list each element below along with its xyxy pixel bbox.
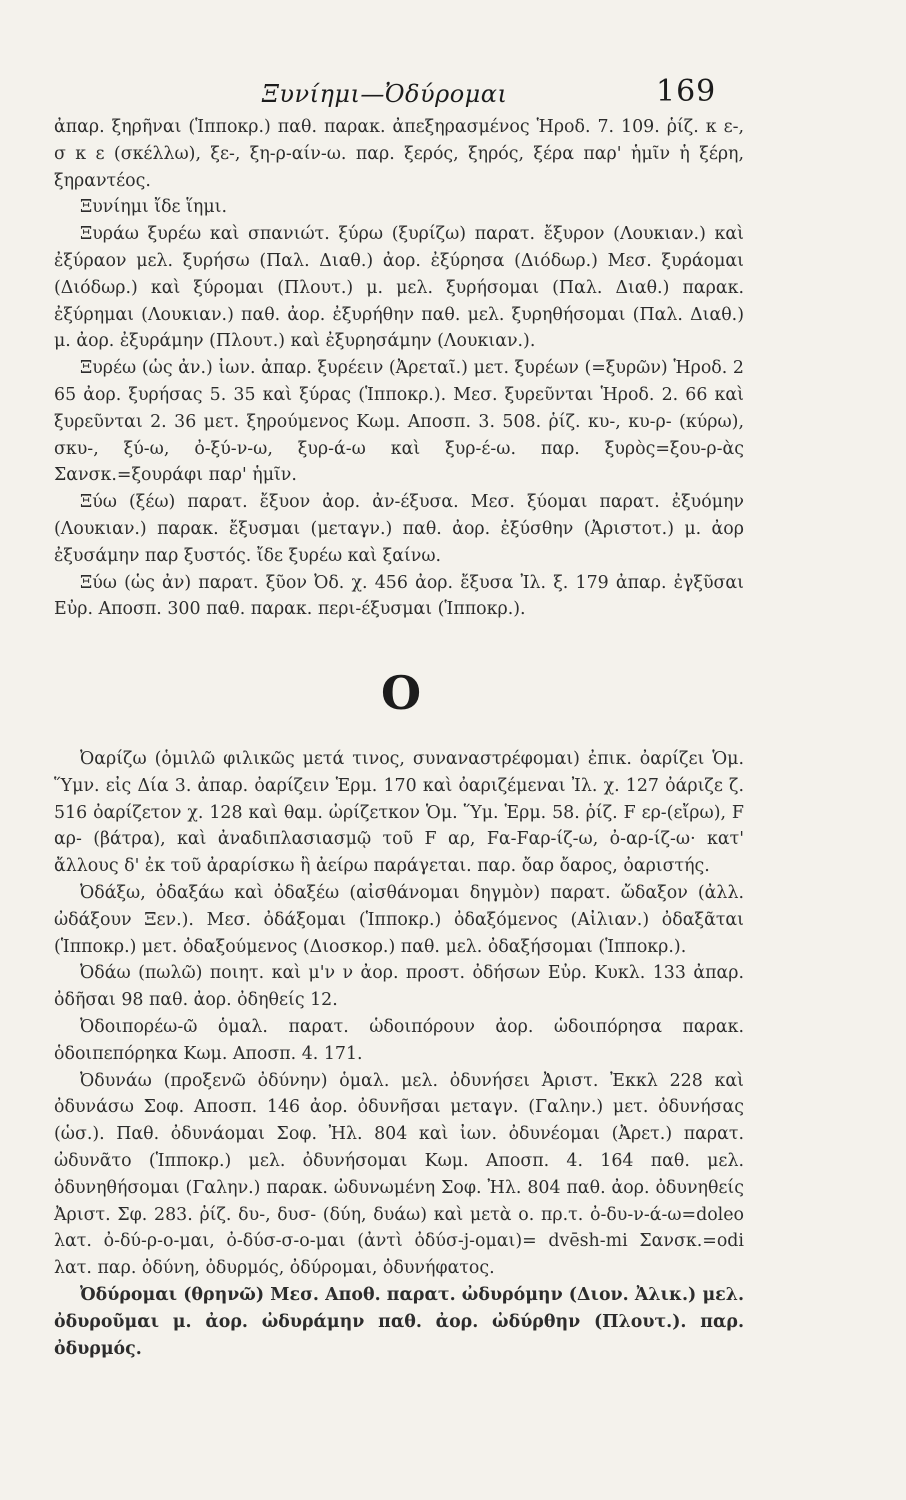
entry-odao: Ὀδάω (πωλῶ) ποιητ. καὶ μ'ν ν ἀορ. προστ. ὀδήσων Εὐρ. Κυκλ. 133 ἀπαρ. ὀδῆσαι 98 παθ. ἀορ. ὀδηθείς 12. <box>54 963 744 1011</box>
entries-omicron-section <box>54 746 744 1362</box>
entry-xyniemi: Ξυνίημι ἴδε ἵημι. <box>80 197 227 218</box>
entries-xi-section <box>54 114 744 623</box>
entry-continuation: ἀπαρ. ξηρῆναι (Ἱπποκρ.) παθ. παρακ. ἀπεξηρασμένος Ἡροδ. 7. 109. ῥίζ. κ ε-, σ κ ε (σκέλλω), ξε-, ξη-ρ-αίν-ω. παρ. ξερός, ξηρός, ξέρα παρ' ἡμῖν ἡ ξέρη, ξηραντέος. <box>54 117 744 191</box>
entry-xyo-2: Ξύω (ὡς ἀν) παρατ. ξῦον Ὀδ. χ. 456 ἀορ. ἔξυσα Ἰλ. ξ. 179 ἀπαρ. ἐγξῦσαι Εὐρ. Αποσπ. 300 παθ. παρακ. περι-έξυσμαι (Ἱπποκρ.). <box>54 572 744 620</box>
entry-xyrao: Ξυράω ξυρέω καὶ σπανιώτ. ξύρω (ξυρίζω) παρατ. ἔξυρον (Λουκιαν.) καὶ ἐξύραον μελ. ξυρήσω (Παλ. Διαθ.) ἀορ. ἐξύρησα (Διόδωρ.) Μεσ. ξυράομαι (Διόδωρ.) καὶ ξύρομαι (Πλουτ.) μ. μελ. ξυρήσομαι (Παλ. Διαθ.) παρακ. ἐξύρημαι (Λουκιαν.) παθ. ἀορ. ἐξυρήθην παθ. μελ. ξυρηθήσομαι (Παλ. Διαθ.) μ. ἀορ. ἐξυράμην (Πλουτ.) καὶ ἐξυρησάμην (Λουκιαν.). <box>54 224 744 352</box>
entry-odyromai: Ὀδύρομαι (θρηνῶ) Μεσ. Αποθ. παρατ. ὠδυρόμην (Διον. Ἀλικ.) μελ. ὀδυροῦμαι μ. ἀορ. ὠδυράμην παθ. ἀορ. ὠδύρθην (Πλουτ.). παρ. ὀδυρμός. <box>54 1284 744 1359</box>
entry-odoiporeo: Ὀδοιπορέω-ῶ ὁμαλ. παρατ. ὡδοιπόρουν ἀορ. ὡδοιπόρησα παρακ. ὁδοιπεπόρηκα Κωμ. Αποσπ. 4. 171. <box>54 1016 744 1064</box>
entry-xyo: Ξύω (ξέω) παρατ. ἔξυον ἀορ. ἀν-έξυσα. Μεσ. ξύομαι παρατ. ἐξυόμην (Λουκιαν.) παρακ. ἔξυσμαι (μεταγν.) παθ. ἀορ. ἐξύσθην (Ἀριστοτ.) μ. ἀορ ἐξυσάμην παρ ξυστός. ἴδε ξυρέω καὶ ξαίνω. <box>54 492 744 566</box>
entry-odynao: Ὀδυνάω (προξενῶ ὀδύνην) ὁμαλ. μελ. ὀδυνήσει Ἀριστ. Ἐκκλ 228 καὶ ὀδυνάσω Σοφ. Αποσπ. 146 ἀορ. ὀδυνῆσαι μεταγν. (Γαλην.) μετ. ὀδυνήσας (ὡσ.). Παθ. ὀδυνάομαι Σοφ. Ἠλ. 804 καὶ ἰων. ὀδυνέομαι (Ἀρετ.) παρατ. ὠδυνᾶτο (Ἱπποκρ.) μελ. ὀδυνήσομαι Κωμ. Αποσπ. 4. 164 παθ. μελ. ὀδυνηθήσομαι (Γαλην.) παρακ. ὠδυνωμένη Σοφ. Ἠλ. 804 παθ. ἀορ. ὀδυνηθείς Ἀριστ. Σφ. 283. ῥίζ. δυ-, δυσ- (δύη, δυάω) καὶ μετὰ ο. πρ.τ. ὀ-δυ-ν-ά-ω=doleo λατ. ὀ-δύ-ρ-ο-μαι, ὀ-δύσ-σ-ο-μαι (ἀντὶ ὀδύσ-j-ομαι)= dvēsh-mi Σανσκ.=odi λατ. παρ. ὀδύνη, ὀδυρμός, ὀδύρομαι, ὀδυνήφατος. <box>54 1070 744 1279</box>
running-header <box>0 74 906 114</box>
entry-xyreo: Ξυρέω (ὡς ἀν.) ἰων. ἀπαρ. ξυρέειν (Ἀρεταῖ.) μετ. ξυρέων (=ξυρῶν) Ἡροδ. 2 65 ἀορ. ξυρήσας 5. 35 καὶ ξύρας (Ἱπποκρ.). Μεσ. ξυρεῦνται Ἡροδ. 2. 66 καὶ ξυρεῦνται 2. 36 μετ. ξηρούμενος Κωμ. Αποσπ. 3. 508. ῥίζ. κυ-, κυ-ρ- (κύρω), σκυ-, ξύ-ω, ὀ-ξύ-ν-ω, ξυρ-ά-ω καὶ ξυρ-έ-ω. παρ. ξυρὸς=ξου-ρ-ὰς Σανσκ.=ξουράφι παρ' ἡμῖν. <box>54 358 744 486</box>
page-number: 169 <box>656 74 717 109</box>
header-title: Ξυνίημι—Ὀδύρομαι <box>262 80 508 108</box>
entry-oarizo: Ὀαρίζω (ὁμιλῶ φιλικῶς μετά τινος, συναναστρέφομαι) ἐπικ. ὀαρίζει Ὁμ. Ὕμν. εἰς Δία 3. ἀπαρ. ὀαρίζειν Ἑρμ. 170 καὶ ὀαριζέμεναι Ἰλ. χ. 127 ὀάριζε ζ. 516 ὀαρίζετον χ. 128 καὶ θαμ. ὠρίζετκον Ὁμ. Ὕμ. Ἑρμ. 58. ῥίζ. F ερ-(εἴρω), F αρ- (βάτρα), καὶ ἀναδιπλασιασμῷ τοῦ F αρ, Fα-Fαρ-ίζ-ω, ὀ-αρ-ίζ-ω· κατ' ἄλλους δ' ἐκ τοῦ ἀραρίσκω ἢ ἀείρω παράγεται. παρ. ὄαρ ὄαρος, ὀαριστής. <box>54 749 744 877</box>
section-letter-omicron: O <box>380 666 422 720</box>
entry-odaxo: Ὀδάξω, ὀδαξάω καὶ ὀδαξέω (αἰσθάνομαι δηγμὸν) παρατ. ὤδαξον (ἀλλ. ὠδάξουν Ξεν.). Μεσ. ὀδάξομαι (Ἱπποκρ.) ὀδαξόμενος (Αἰλιαν.) ὀδαξᾶται (Ἱπποκρ.) μετ. ὀδαξούμενος (Διοσκορ.) παθ. μελ. ὀδαξήσομαι (Ἱπποκρ.). <box>54 882 744 957</box>
